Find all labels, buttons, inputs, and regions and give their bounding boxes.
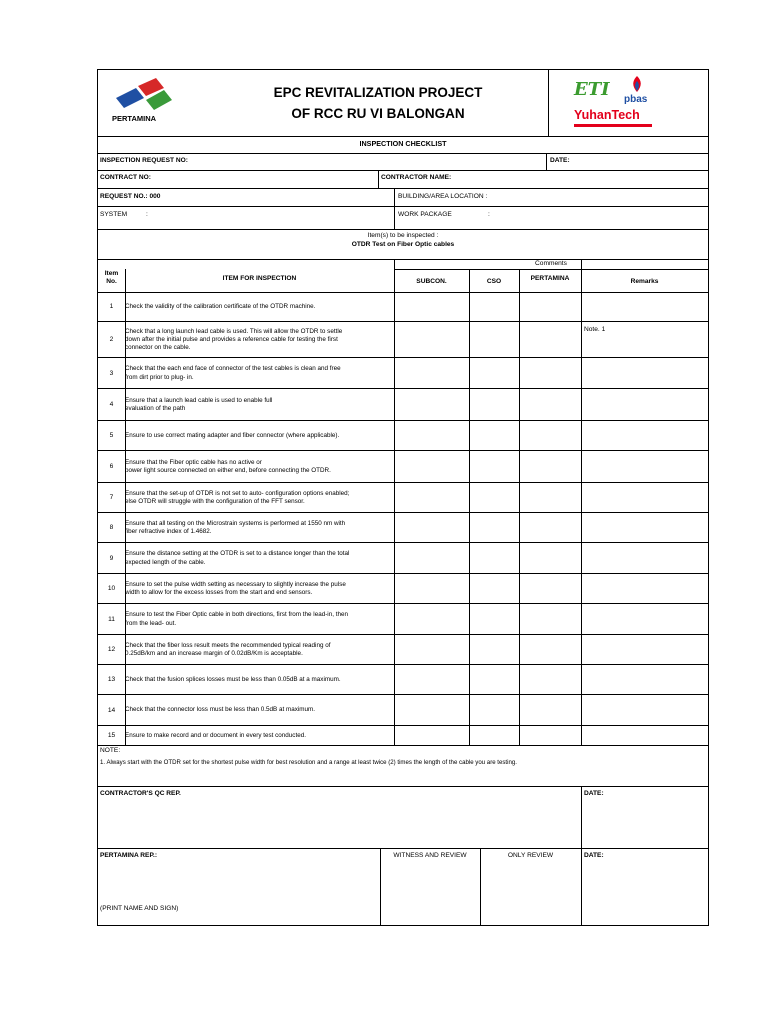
items-to-inspect-value: OTDR Test on Fiber Optic cables bbox=[351, 241, 455, 248]
col-item-no: Item No. bbox=[104, 270, 119, 285]
pbas-logo-text: pbas bbox=[624, 94, 648, 105]
row-item-number: 14 bbox=[107, 706, 116, 714]
row-item-number: 7 bbox=[109, 494, 114, 501]
row-inspection-text: Check that the fusion splices losses must be less than 0.05dB at a maximum. bbox=[125, 675, 341, 683]
row-inspection-text: Ensure the distance setting at the OTDR is set to a distance longer than the total expected length of the cable. bbox=[125, 550, 350, 566]
row-item-number: 2 bbox=[109, 336, 114, 343]
work-package-colon: : bbox=[488, 211, 490, 218]
pertamina-logo bbox=[106, 76, 188, 132]
project-title-line2: OF RCC RU VI BALONGAN bbox=[291, 106, 465, 121]
col-item-for-inspection: ITEM FOR INSPECTION bbox=[222, 275, 297, 282]
row-inspection-text: Check that the each end face of connector of the test cables is clean and free from dirt prior to plug- in. bbox=[125, 365, 341, 381]
pertamina-logo-text: PERTAMINA bbox=[112, 114, 157, 123]
row-inspection-text: Ensure to use correct mating adapter and fiber connector (where applicable). bbox=[125, 431, 340, 439]
table-row bbox=[98, 389, 708, 421]
row-remarks: Note. 1 bbox=[584, 326, 606, 333]
row-inspection-text: Ensure that all testing on the Microstrain systems is performed at 1550 nm with fiber refractive index of 1.4682. bbox=[125, 519, 346, 535]
contractor-name-field: CONTRACTOR NAME: bbox=[381, 174, 452, 181]
row-inspection-text: Check that the fiber loss result meets the recommended typical reading of 0.25dB/km and an increase margin of 0.02dB/Km is acceptable. bbox=[125, 641, 331, 657]
row-inspection-text: Ensure to test the Fiber Optic cable in both directions, first from the lead-in, then from the lead- out. bbox=[125, 611, 348, 627]
system-field: SYSTEM bbox=[100, 211, 128, 218]
inspection-checklist-form bbox=[97, 69, 709, 926]
eti-logo-text: ETI bbox=[574, 79, 610, 100]
pbas-flame-icon bbox=[630, 76, 644, 92]
row-inspection-text: Ensure that the Fiber optic cable has no active or power light source connected on either end, before connecting the OTDR. bbox=[125, 458, 331, 474]
system-colon: : bbox=[146, 211, 148, 218]
table-row bbox=[98, 604, 708, 635]
row-inspection-text: Ensure that the set-up of OTDR is not set to auto- configuration options enabled; else OTDR will struggle with the configuration of the FFT sensor. bbox=[125, 489, 350, 505]
row-item-number: 6 bbox=[109, 463, 114, 470]
pertamina-rep: PERTAMINA REP.: bbox=[100, 852, 158, 859]
contract-no-field: CONTRACT NO: bbox=[100, 174, 151, 181]
contractor-qc-date: DATE: bbox=[584, 790, 604, 797]
col-subcon: SUBCON. bbox=[416, 278, 447, 285]
col-cso: CSO bbox=[486, 278, 502, 285]
table-row bbox=[98, 322, 708, 358]
building-location-field: BUILDING/AREA LOCATION : bbox=[398, 193, 488, 200]
note-label: NOTE: bbox=[100, 747, 121, 754]
table-row bbox=[98, 574, 708, 604]
project-title-line1: EPC REVITALIZATION PROJECT bbox=[273, 85, 483, 100]
note-text: 1. Always start with the OTDR set for the shortest pulse width for best resolution and a range at least twice (2) times the length of the cable you are testing. bbox=[100, 759, 517, 766]
contractor-qc-rep: CONTRACTOR'S QC REP. bbox=[100, 790, 181, 797]
table-row bbox=[98, 292, 708, 322]
inspection-request-no-field: INSPECTION REQUEST NO: bbox=[100, 157, 188, 164]
yuhantech-logo-text: YuhanTech bbox=[574, 108, 640, 122]
row-inspection-text: Check the validity of the calibration certificate of the OTDR machine. bbox=[125, 302, 316, 310]
table-row bbox=[98, 635, 708, 665]
work-package-field: WORK PACKAGE bbox=[398, 211, 452, 218]
row-item-number: 12 bbox=[107, 646, 116, 653]
items-to-inspect-label: Item(s) to be inspected : bbox=[367, 232, 439, 239]
col-pertamina: PERTAMINA bbox=[530, 275, 570, 282]
row-inspection-text: Ensure that a launch lead cable is used to enable full evaluation of the path bbox=[125, 396, 273, 412]
yuhantech-underline bbox=[574, 124, 652, 127]
row-item-number: 15 bbox=[107, 732, 116, 739]
row-inspection-text: Ensure to make record and or document in every test conducted. bbox=[125, 731, 306, 739]
table-row bbox=[98, 483, 708, 513]
row-item-number: 3 bbox=[109, 369, 114, 377]
table-row bbox=[98, 665, 708, 695]
row-item-number: 1 bbox=[109, 303, 114, 310]
only-review: ONLY REVIEW bbox=[507, 852, 554, 859]
date-field: DATE: bbox=[550, 157, 570, 164]
row-inspection-text: Ensure to set the pulse width setting as necessary to slightly increase the pulse width to allow for the excess losses from the start and end sensors. bbox=[125, 580, 346, 596]
contractor-logo bbox=[568, 74, 658, 134]
table-row bbox=[98, 421, 708, 451]
print-name-and-sign: (PRINT NAME AND SIGN) bbox=[100, 905, 179, 912]
row-item-number: 9 bbox=[109, 554, 114, 562]
comments-label: Comments bbox=[535, 260, 567, 267]
pertamina-date: DATE: bbox=[584, 852, 604, 859]
witness-and-review: WITNESS AND REVIEW bbox=[393, 852, 467, 859]
row-item-number: 13 bbox=[107, 676, 116, 683]
table-row bbox=[98, 513, 708, 543]
pertamina-logo-icon bbox=[106, 76, 188, 116]
table-row bbox=[98, 451, 708, 483]
checklist-title: INSPECTION CHECKLIST bbox=[359, 139, 447, 148]
table-row bbox=[98, 358, 708, 389]
table-row bbox=[98, 726, 708, 746]
table-row bbox=[98, 695, 708, 726]
row-item-number: 8 bbox=[109, 524, 114, 531]
row-item-number: 11 bbox=[108, 615, 115, 623]
col-remarks: Remarks bbox=[630, 278, 659, 285]
row-inspection-text: Check that a long launch lead cable is used. This will allow the OTDR to settle down after the initial pulse and provides a reference cable for testing the first connector on the cable. bbox=[125, 327, 343, 352]
row-item-number: 10 bbox=[107, 585, 116, 592]
row-inspection-text: Check that the connector loss must be less than 0.5dB at maximum. bbox=[125, 706, 316, 714]
row-item-number: 4 bbox=[109, 401, 114, 408]
request-no-field: REQUEST NO.: 000 bbox=[100, 193, 161, 200]
row-item-number: 5 bbox=[109, 432, 114, 439]
table-row bbox=[98, 543, 708, 574]
